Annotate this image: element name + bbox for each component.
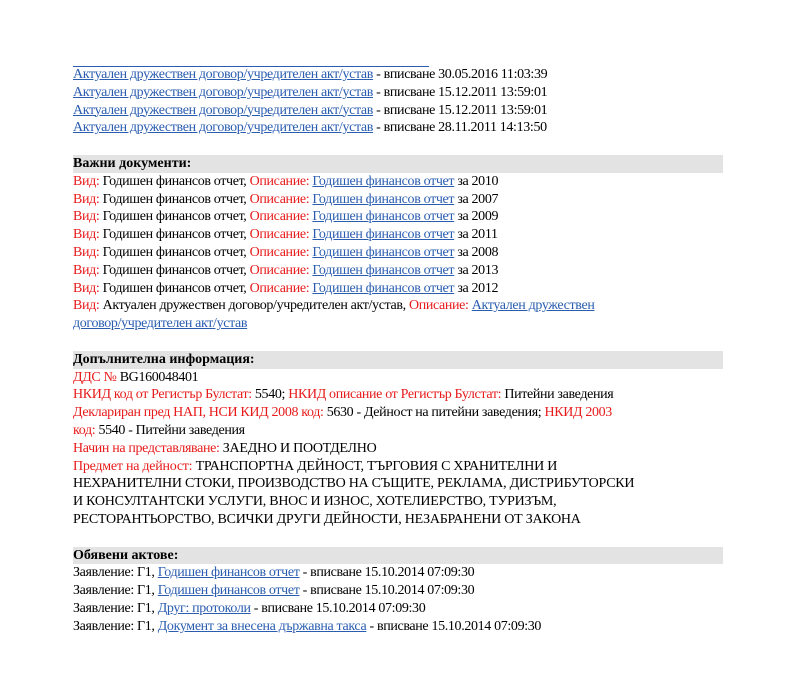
- nkid2003-label: НКИД 2003: [544, 405, 612, 421]
- vat-label: ДДС №: [73, 369, 117, 385]
- kind-label: Вид:: [73, 244, 100, 260]
- important-document-item: [73, 262, 723, 280]
- kind-label: Вид:: [73, 191, 100, 207]
- kind-value: Актуален дружествен договор/учредителен акт/устав,: [99, 298, 409, 314]
- document-year: за 2013: [454, 262, 499, 278]
- document-entry-row: [73, 84, 723, 102]
- document-year: за 2011: [454, 227, 498, 243]
- activity-value-line2: НЕХРАНИТЕЛНИ СТОКИ, ПРОИЗВОДСТВО НА СЪЩИТЕ, РЕКЛАМА, ДИСТРИБУТОРСКИ: [73, 476, 635, 492]
- description-link[interactable]: Годишен финансов отчет: [312, 173, 455, 189]
- kind-label: Вид:: [73, 173, 100, 189]
- kind-label: Вид:: [73, 209, 100, 225]
- act-link[interactable]: Годишен финансов отчет: [157, 583, 300, 599]
- nkid2003-label-continued: код:: [73, 422, 96, 438]
- document-entry-row: [73, 102, 723, 120]
- act-link[interactable]: Годишен финансов отчет: [157, 565, 300, 581]
- act-link[interactable]: Друг: протоколи: [157, 600, 251, 616]
- activity-value-line4: РЕСТОРАНТЬОРСТВО, ВСИЧКИ ДРУГИ ДЕЙНОСТИ, НЕЗАБРАНЕНИ ОТ ЗАКОНА: [73, 511, 581, 527]
- document-year: за 2012: [454, 280, 499, 296]
- act-date: - вписване 15.10.2014 07:09:30: [299, 583, 475, 599]
- nkid-code-label: НКИД код от Регистър Булстат:: [73, 387, 252, 403]
- document-entry-link[interactable]: Актуален дружествен договор/учредителен акт/устав: [73, 84, 374, 100]
- document-content: [73, 66, 723, 636]
- important-document-item: [73, 297, 723, 315]
- representation-value: ЗАЕДНО И ПООТДЕЛНО: [219, 440, 377, 456]
- kind-value: Годишен финансов отчет,: [99, 191, 250, 207]
- document-entry-link[interactable]: Актуален дружествен договор/учредителен акт/устав: [73, 120, 374, 136]
- representation-row: [73, 440, 723, 458]
- nkid-desc-label: НКИД описание от Регистър Булстат:: [288, 387, 502, 403]
- announced-act-row: [73, 600, 723, 618]
- document-entry-date: - вписване 28.11.2011 14:13:50: [373, 120, 547, 136]
- nkid-row: [73, 386, 723, 404]
- description-label: Описание:: [249, 209, 310, 225]
- description-label: Описание:: [249, 191, 310, 207]
- announced-act-row: [73, 564, 723, 582]
- document-entry-date: - вписване 15.12.2011 13:59:01: [373, 102, 548, 118]
- nkid2003-value: 5540 - Питейни заведения: [95, 422, 245, 438]
- activity-label: Предмет на дейност:: [73, 458, 193, 474]
- activity-value-line3: И КОНСУЛТАНТСКИ УСЛУГИ, ВНОС И ИЗНОС, ХОТЕЛИЕРСТВО, ТУРИЗЪМ,: [73, 494, 557, 510]
- kind-label: Вид:: [73, 227, 100, 243]
- activity-row-line3: [73, 493, 723, 511]
- document-year: за 2008: [454, 244, 499, 260]
- act-date: - вписване 15.10.2014 07:09:30: [366, 618, 542, 634]
- important-documents-heading: Важни документи:: [73, 155, 723, 173]
- act-date: - вписване 15.10.2014 07:09:30: [299, 565, 475, 581]
- description-link[interactable]: Годишен финансов отчет: [312, 280, 455, 296]
- declared-value: 5630 - Дейност на питейни заведения;: [323, 405, 545, 421]
- act-link[interactable]: Документ за внесена държавна такса: [157, 618, 367, 634]
- description-label: Описание:: [249, 262, 310, 278]
- important-document-item: [73, 226, 723, 244]
- kind-value: Годишен финансов отчет,: [99, 227, 250, 243]
- act-application: Заявление: Г1,: [73, 583, 158, 599]
- nkid-code-value: 5540;: [251, 387, 289, 403]
- vat-value: BG160048401: [116, 369, 199, 385]
- important-document-item: [73, 208, 723, 226]
- important-document-item-continued: [73, 315, 723, 333]
- document-entry-row: [73, 66, 723, 84]
- act-application: Заявление: Г1,: [73, 618, 158, 634]
- description-link[interactable]: Годишен финансов отчет: [312, 262, 455, 278]
- document-year: за 2007: [454, 191, 499, 207]
- kind-value: Годишен финансов отчет,: [99, 280, 250, 296]
- description-label: Описание:: [249, 280, 310, 296]
- declared-kid-row: [73, 404, 723, 422]
- important-document-item: [73, 173, 723, 191]
- description-label: Описание:: [249, 244, 310, 260]
- description-link[interactable]: Годишен финансов отчет: [312, 209, 455, 225]
- document-year: за 2009: [454, 209, 499, 225]
- representation-label: Начин на представляване:: [73, 440, 220, 456]
- document-entry-date: - вписване 30.05.2016 11:03:39: [373, 67, 548, 82]
- announced-acts-list: [73, 564, 723, 635]
- important-document-item: [73, 280, 723, 298]
- kind-value: Годишен финансов отчет,: [99, 173, 250, 189]
- kind-label: Вид:: [73, 262, 100, 278]
- kind-value: Годишен финансов отчет,: [99, 244, 250, 260]
- kind-label: Вид:: [73, 298, 100, 314]
- declared-label: Деклариран пред НАП, НСИ КИД 2008 код:: [73, 405, 324, 421]
- act-date: - вписване 15.10.2014 07:09:30: [250, 600, 426, 616]
- description-label: Описание:: [249, 227, 310, 243]
- document-entry-row: [73, 119, 723, 137]
- document-entry-date: - вписване 15.12.2011 13:59:01: [373, 84, 548, 100]
- top-entries-list: [73, 66, 723, 137]
- kind-value: Годишен финансов отчет,: [99, 209, 250, 225]
- document-entry-link[interactable]: Актуален дружествен договор/учредителен акт/устав: [73, 67, 374, 82]
- activity-value-line1: ТРАНСПОРТНА ДЕЙНОСТ, ТЪРГОВИЯ С ХРАНИТЕЛНИ И: [192, 458, 558, 474]
- activity-row-line4: [73, 511, 723, 529]
- nkid-desc-value: Питейни заведения: [501, 387, 614, 403]
- act-application: Заявление: Г1,: [73, 565, 158, 581]
- announced-act-row: [73, 582, 723, 600]
- announced-acts-heading: Обявени актове:: [73, 547, 723, 565]
- important-documents-list: [73, 173, 723, 298]
- description-link[interactable]: Годишен финансов отчет: [312, 191, 455, 207]
- description-link[interactable]: Актуален дружествен: [471, 298, 595, 314]
- activity-row-line2: [73, 475, 723, 493]
- important-document-item: [73, 191, 723, 209]
- act-application: Заявление: Г1,: [73, 600, 158, 616]
- important-document-item: [73, 244, 723, 262]
- description-link[interactable]: Годишен финансов отчет: [312, 244, 455, 260]
- announced-act-row: [73, 618, 723, 636]
- description-label: Описание:: [249, 173, 310, 189]
- description-label: Описание:: [408, 298, 469, 314]
- document-entry-link[interactable]: Актуален дружествен договор/учредителен акт/устав: [73, 102, 374, 118]
- description-link-continued[interactable]: договор/учредителен акт/устав: [73, 316, 248, 332]
- vat-number-row: [73, 369, 723, 387]
- nkid2003-row: [73, 422, 723, 440]
- additional-info-heading: Допълнителна информация:: [73, 351, 723, 369]
- kind-label: Вид:: [73, 280, 100, 296]
- document-year: за 2010: [454, 173, 499, 189]
- activity-row: [73, 458, 723, 476]
- description-link[interactable]: Годишен финансов отчет: [312, 227, 455, 243]
- kind-value: Годишен финансов отчет,: [99, 262, 250, 278]
